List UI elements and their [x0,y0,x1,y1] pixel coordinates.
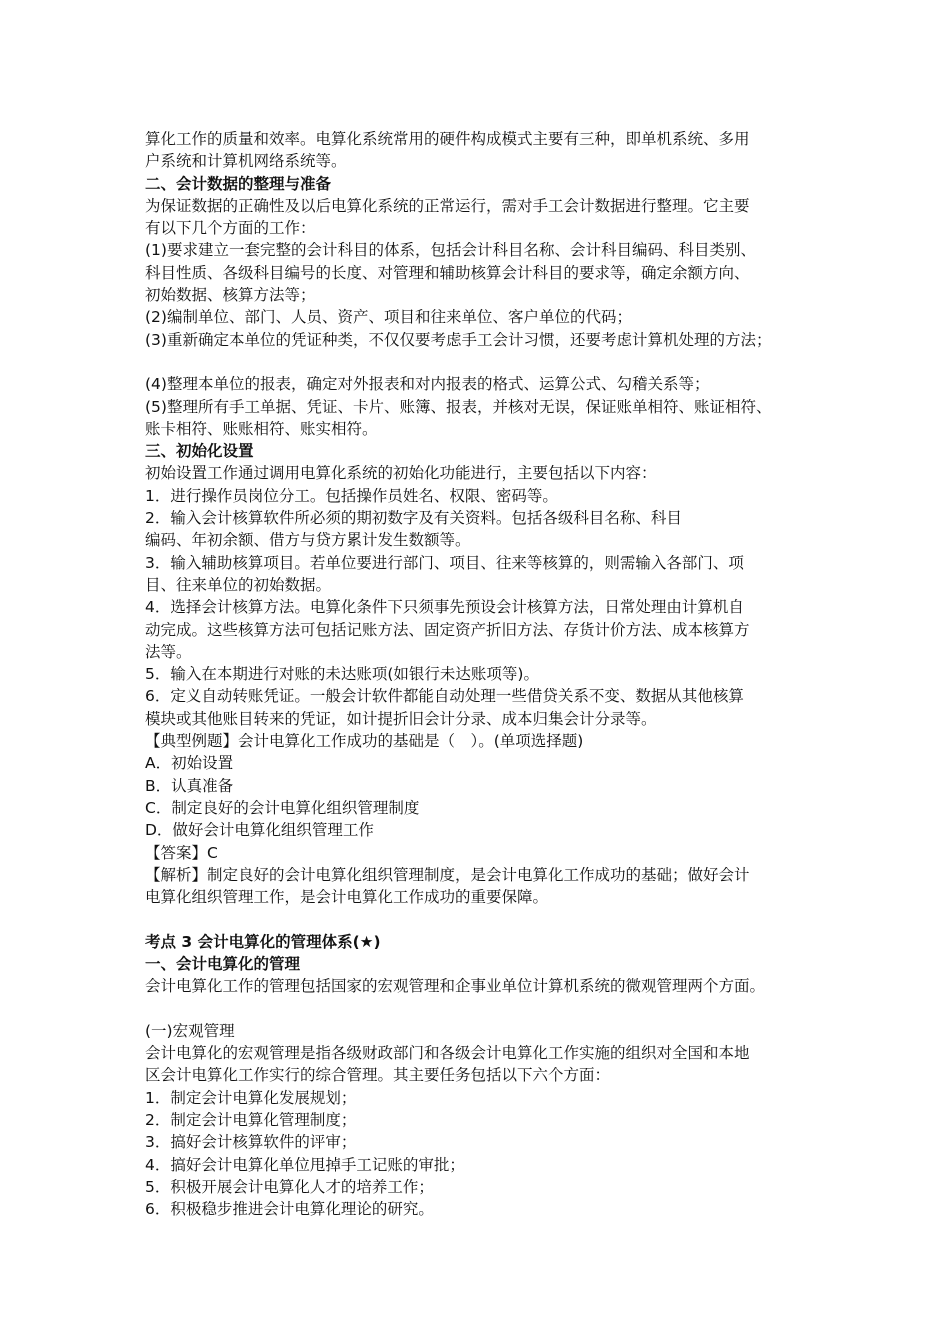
text-line: 账卡相符、账账相符、账实相符。 [145,419,378,438]
text-line: (3)重新确定本单位的凭证种类，不仅仅要考虑手工会计习惯，还要考虑计算机处理的方法； [145,330,772,349]
text-line: 1．进行操作员岗位分工。包括操作员姓名、权限、密码等。 [145,486,558,505]
blank-line [145,351,825,373]
text-line: 【解析】制定良好的会计电算化组织管理制度，是会计电算化工作成功的基础；做好会计 [145,865,750,884]
section-heading: 考点 3 会计电算化的管理体系(★) [145,932,381,951]
text-line: 初始数据、核算方法等； [145,286,316,305]
document-page [145,128,825,1221]
text-line: 6．定义自动转账凭证。一般会计软件都能自动处理一些借贷关系不变、数据从其他核算 [145,687,744,706]
text-line: 为保证数据的正确性及以后电算化系统的正常运行，需对手工会计数据进行整理。它主要 [145,196,750,215]
text-line: (1)要求建立一套完整的会计科目的体系，包括会计科目名称、会计科目编码、科目类别、 [145,241,756,260]
text-line: 区会计电算化工作实行的综合管理。其主要任务包括以下六个方面： [145,1066,611,1085]
text-line: 会计电算化的宏观管理是指各级财政部门和各级会计电算化工作实施的组织对全国和本地 [145,1044,750,1063]
text-line: 2．输入会计核算软件所必须的期初数字及有关资料。包括各级科目名称、科目 [145,509,682,528]
text-line: 动完成。这些核算方法可包括记账方法、固定资产折旧方法、存货计价方法、成本核算方 [145,620,750,639]
blank-line [145,998,825,1020]
text-line: D．做好会计电算化组织管理工作 [145,821,374,840]
text-line: (4)整理本单位的报表，确定对外报表和对内报表的格式、运算公式、勾稽关系等； [145,375,710,394]
text-line: 模块或其他账目转来的凭证，如计提折旧会计分录、成本归集会计分录等。 [145,709,657,728]
text-line: 有以下几个方面的工作： [145,219,316,238]
text-line: 【答案】C [145,843,218,862]
text-line: (5)整理所有手工单据、凭证、卡片、账簿、报表，并核对无误，保证账单相符、账证相符、 [145,397,772,416]
text-line: A．初始设置 [145,754,234,773]
text-line: 初始设置工作通过调用电算化系统的初始化功能进行，主要包括以下内容： [145,464,657,483]
text-line: 6．积极稳步推进会计电算化理论的研究。 [145,1200,434,1219]
section-heading: 三、初始化设置 [145,442,254,461]
text-line: B．认真准备 [145,776,234,795]
text-line: 法等。 [145,642,192,661]
text-line: (一)宏观管理 [145,1021,235,1040]
text-line: 5．输入在本期进行对账的未达账项(如银行未达账项等)。 [145,665,539,684]
text-line: 会计电算化工作的管理包括国家的宏观管理和企事业单位计算机系统的微观管理两个方面。 [145,977,766,996]
blank-line [145,908,825,930]
text-line: 1．制定会计电算化发展规划； [145,1088,357,1107]
text-line: 3．搞好会计核算软件的评审； [145,1133,357,1152]
section-heading: 一、会计电算化的管理 [145,954,301,973]
text-line: 户系统和计算机网络系统等。 [145,152,347,171]
text-line: 目、往来单位的初始数据。 [145,575,332,594]
text-line: 科目性质、各级科目编号的长度、对管理和辅助核算会计科目的要求等，确定余额方向、 [145,263,750,282]
text-line: 电算化组织管理工作，是会计电算化工作成功的重要保障。 [145,888,549,907]
text-line: C．制定良好的会计电算化组织管理制度 [145,798,420,817]
text-line: 3．输入辅助核算项目。若单位要进行部门、项目、往来等核算的，则需输入各部门、项 [145,553,744,572]
text-line: 2．制定会计电算化管理制度； [145,1111,357,1130]
text-line: (2)编制单位、部门、人员、资产、项目和往来单位、客户单位的代码； [145,308,632,327]
text-line: 算化工作的质量和效率。电算化系统常用的硬件构成模式主要有三种，即单机系统、多用 [145,130,750,148]
text-line: 【典型例题】会计电算化工作成功的基础是（ ）。(单项选择题) [145,732,584,751]
text-line: 5．积极开展会计电算化人才的培养工作； [145,1177,434,1196]
text-line: 编码、年初余额、借方与贷方累计发生数额等。 [145,531,471,550]
section-heading: 二、会计数据的整理与准备 [145,174,332,193]
text-line: 4．选择会计核算方法。电算化条件下只须事先预设会计核算方法，日常处理由计算机自 [145,598,744,617]
text-line: 4．搞好会计电算化单位甩掉手工记账的审批； [145,1155,465,1174]
